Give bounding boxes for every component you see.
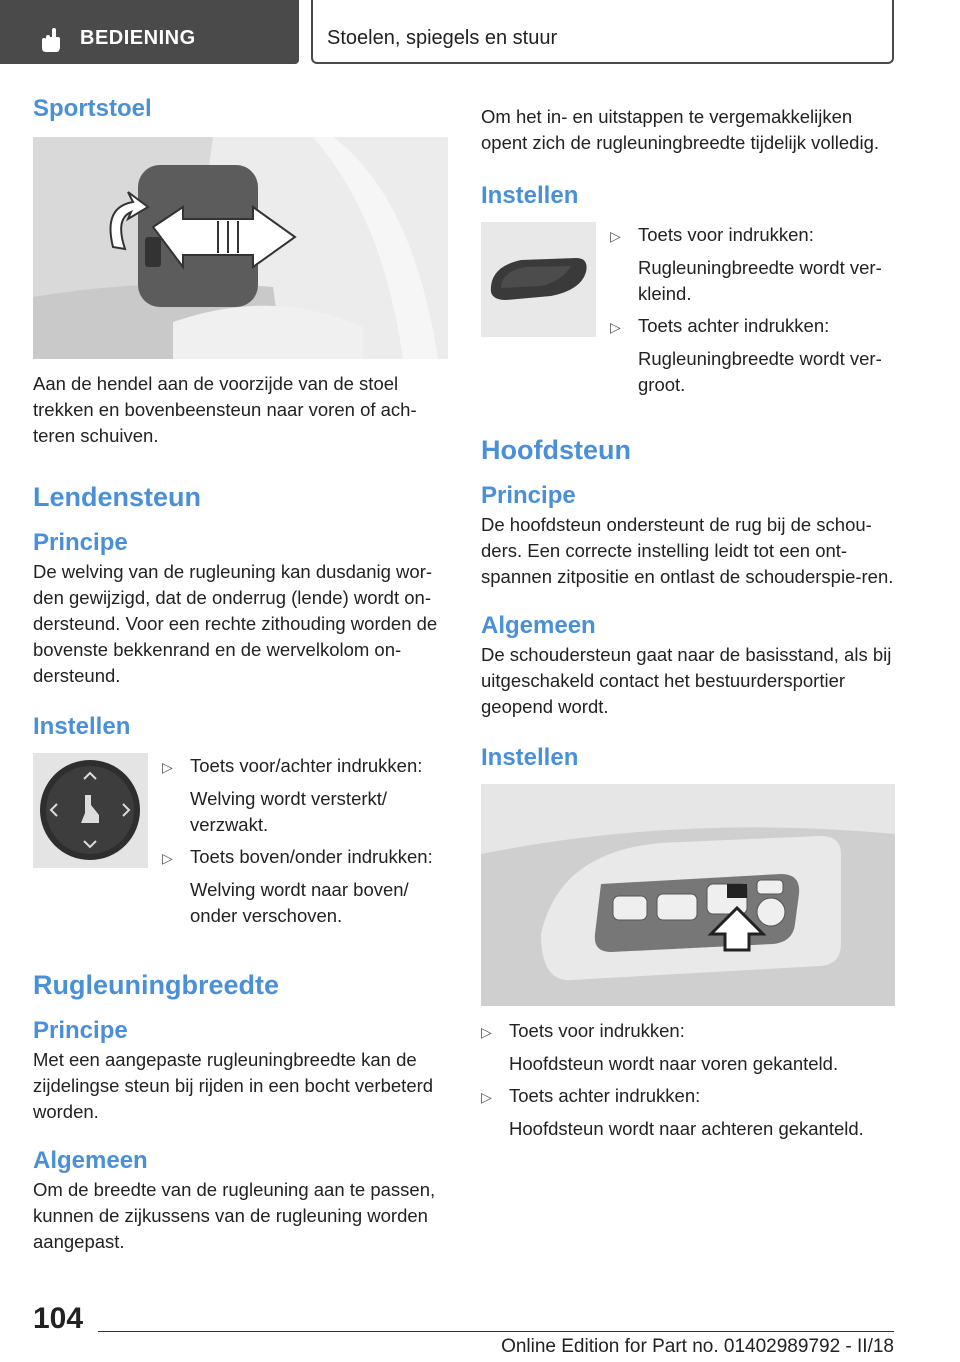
list-item [162,844,448,871]
lendensteun-heading: Lendensteun [33,482,202,512]
sportstoel-heading: Sportstoel [33,95,152,122]
hoofdsteun-algemeen-heading: Algemeen [481,612,596,639]
rugleuning-intro-text: Om het in- en uitstappen te vergemakkelijken opent zich de rugleuningbreedte tijdelijk volledig. [481,106,880,153]
section-label: BEDIENING [80,27,196,49]
step-result: Welving wordt naar boven/ onder verschoven. [190,879,409,926]
triangle-bullet-icon: ▷ [610,319,621,335]
triangle-bullet-icon: ▷ [481,1089,492,1105]
triangle-bullet-icon: ▷ [481,1024,492,1040]
step-action: Toets achter indrukken: [509,1085,701,1106]
lendensteun-principe-heading: Principe [33,529,128,556]
triangle-bullet-icon: ▷ [610,228,621,244]
list-item [481,1083,896,1110]
triangle-bullet-icon: ▷ [162,850,173,866]
rugleuning-algemeen-text: Om de breedte van de rugleuning aan te passen, kunnen de zijkussens van de rugleuning worden aangepast. [33,1179,436,1252]
list-item [162,753,448,780]
hoofdsteun-principe-text: De hoofdsteun ondersteunt de rug bij de schou‐ders. Een correcte instelling leidt tot een ont‐spannen zitpositie en ontlast de schouderspie‐ren. [481,514,894,587]
chapter-box [311,0,894,64]
sportstoel-text: Aan de hendel aan de voorzijde van de stoel trekken en bovenbeensteun naar voren of ach‐teren schuiven. [33,373,417,446]
lumbar-control-photo [33,753,148,868]
edition-info: Online Edition for Part no. 01402989792 - II/18 [501,1336,894,1357]
sportstoel-photo [33,137,448,359]
list-item [610,222,896,249]
chapter-title: Stoelen, spiegels en stuur [327,27,558,49]
seat-controls-illustration [481,784,895,1006]
page-number: 104 [33,1302,84,1335]
rugleuningbreedte-heading: Rugleuningbreedte [33,970,280,1000]
section-tab [0,0,299,64]
step-action: Toets voor/achter indrukken: [190,755,423,776]
list-item [610,313,896,340]
step-result: Rugleuningbreedte wordt ver‐groot. [638,348,882,395]
rugleuning-principe-text: Met een aangepaste rugleuningbreedte kan de zijdelingse steun bij rijden in een bocht verbeterd worden. [33,1049,434,1122]
hoofdsteun-principe-heading: Principe [481,482,576,509]
step-result: Rugleuningbreedte wordt ver‐kleind. [638,257,882,304]
lendensteun-instellen-heading: Instellen [33,713,131,740]
triangle-bullet-icon: ▷ [162,759,173,775]
step-action: Toets voor indrukken: [509,1020,685,1041]
rugleuning-principe-heading: Principe [33,1017,128,1044]
backrest-width-switch-illustration [481,222,596,337]
hoofdsteun-instellen-heading: Instellen [481,744,579,771]
step-action: Toets boven/onder indrukken: [190,846,433,867]
lumbar-control-illustration [33,753,148,868]
seat-thigh-support-illustration [33,137,448,359]
hand-pointer-icon [36,26,64,54]
lendensteun-step-list [162,753,448,935]
rugleuning-steps [481,222,896,404]
hoofdsteun-step-list [481,1018,896,1142]
step-result: Hoofdsteun wordt naar achteren gekanteld. [509,1118,864,1139]
backrest-width-switch-photo [481,222,596,337]
step-action: Toets achter indrukken: [638,315,830,336]
hoofdsteun-heading: Hoofdsteun [481,435,631,465]
rugleuning-instellen-heading: Instellen [481,182,579,209]
page-header [0,0,960,66]
lendensteun-steps [33,753,448,935]
right-column [481,104,896,1148]
footer-divider [98,1331,894,1332]
left-column [33,95,448,1255]
step-result: Hoofdsteun wordt naar voren gekanteld. [509,1053,839,1074]
rugleuning-algemeen-heading: Algemeen [33,1147,148,1174]
list-item [481,1018,896,1045]
lendensteun-principe-text: De welving van de rugleuning kan dusdanig wor‐den gewijzigd, dat de onderrug (lende) wordt on‐dersteund. Voor een rechte zithouding worden de bovenste bekkenrand en de wervelkolom on‐dersteund. [33,561,438,686]
step-action: Toets voor indrukken: [638,224,814,245]
hoofdsteun-algemeen-text: De schoudersteun gaat naar de basisstand, als bij uitgeschakeld contact het bestuurdersportier geopend wordt. [481,644,892,717]
rugleuning-step-list [610,222,896,404]
seat-controls-photo [481,784,895,1006]
step-result: Welving wordt versterkt/ verzwakt. [190,788,388,835]
